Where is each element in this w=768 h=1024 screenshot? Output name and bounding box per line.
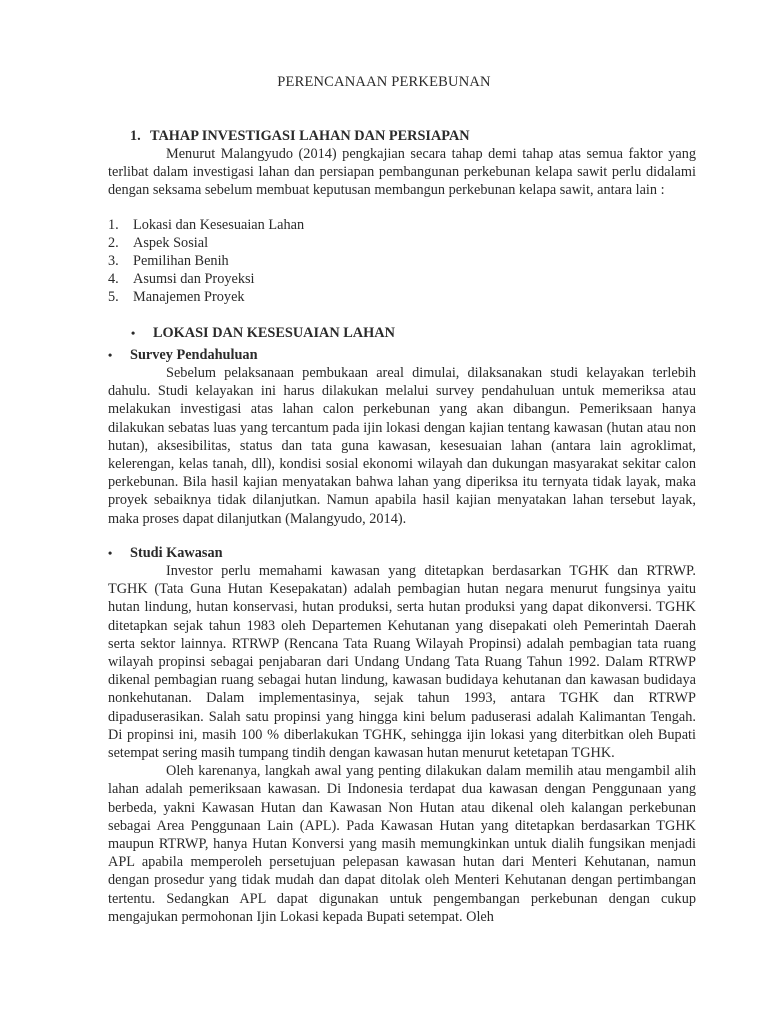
kawasan-paragraph-1: Investor perlu memahami kawasan yang ditetapkan berdasarkan TGHK dan RTRWP. TGHK (Tata Guna Hutan Kesepakatan) adalah pembagian hutan negara menurut fungsinya yaitu hutan lindung, hutan konservasi, hutan produksi, serta hutan produksi yang dapat dikonversi. TGHK ditetapkan sejak tahun 1983 oleh Departemen Kehutanan yang disepakati oleh Pemerintah Daerah serta sektor lainnya. RTRWP (Rencana Tata Ruang Wilayah Propinsi) adalah pembagian tata ruang wilayah propinsi sebagai penjabaran dari Undang Undang Tata Ruang Tahun 1992. Dalam RTRWP dikenal pembagian ruang sebagai hutan lindung, kawasan budidaya kehutanan dan kawasan budidaya nonkehutanan. Dalam implementasinya, sejak tahun 1993, antara TGHK dan RTRWP dipaduserasikan. Salah satu propinsi yang hingga kini belum paduserasi adalah Kalimantan Tengah. Di propinsi ini, masih 100 % diberlakukan TGHK, sehingga ijin lokasi yang diterbitkan oleh Bupati setempat sering masih tumpang tindih dengan kawasan hutan menurut ketetapan TGHK. xyxy=(108,563,696,762)
kawasan-paragraph-2: Oleh karenanya, langkah awal yang penting dilakukan dalam memilih atau mengambil alih lahan adalah pemeriksaan kawasan. Di Indonesia terdapat dua kawasan dengan Penggunaan yang berbeda, yakni Kawasan Hutan dan Kawasan Non Hutan atau dikenal oleh kalangan perkebunan sebagai Area Penggunaan Lain (APL). Pada Kawasan Hutan yang ditetapkan berdasarkan TGHK maupun RTRWP, hanya Hutan Konversi yang masih memungkinkan untuk dialih fungsikan menjadi APL apabila memperoleh persetujuan pelepasan kawasan hutan dari Menteri Kehutanan, namun dengan prosedur yang tidak mudah dan dapat ditolak oleh Menteri Kehutanan dengan pertimbangan tertentu. Sedangkan APL dapat digunakan untuk pengembangan perkebunan dengan cukup mengajukan permohonan Ijin Lokasi kepada Bupati setempat. Oleh xyxy=(108,763,696,925)
section-heading-text: TAHAP INVESTIGASI LAHAN DAN PERSIAPAN xyxy=(150,128,470,144)
kawasan-paragraphs-block xyxy=(108,562,696,926)
section-number: 1. xyxy=(130,128,141,144)
list-item: 4. Asumsi dan Proyeksi xyxy=(108,271,255,287)
list-item: 3. Pemilihan Benih xyxy=(108,253,229,269)
survey-heading-text: Survey Pendahuluan xyxy=(130,347,258,363)
survey-heading xyxy=(108,346,696,364)
list-item: 2. Aspek Sosial xyxy=(108,235,209,251)
numbered-list-block xyxy=(108,216,696,306)
lokasi-heading-text: LOKASI DAN KESESUAIAN LAHAN xyxy=(153,325,395,341)
intro-paragraph-block xyxy=(108,145,696,200)
kawasan-heading xyxy=(108,544,696,562)
kawasan-heading-text: Studi Kawasan xyxy=(130,545,223,561)
lokasi-heading xyxy=(108,324,696,342)
section-heading-1 xyxy=(108,127,696,145)
bullet-icon: • xyxy=(108,546,113,560)
survey-paragraph-block xyxy=(108,364,696,528)
list-item: 5. Manajemen Proyek xyxy=(108,289,245,305)
list-item: 1. Lokasi dan Kesesuaian Lahan xyxy=(108,217,305,233)
intro-text: Menurut Malangyudo (2014) pengkajian secara tahap demi tahap atas semua faktor yang terlibat dalam investigasi lahan dan persiapan pembangunan perkebunan kelapa sawit perlu didalami dengan seksama sebelum membuat keputusan membangun perkebunan kelapa sawit, antara lain : xyxy=(108,146,696,199)
intro-paragraph xyxy=(108,145,696,200)
bullet-icon: • xyxy=(108,348,113,362)
bullet-icon: • xyxy=(131,326,136,340)
numbered-list xyxy=(108,216,696,306)
document-title: PERENCANAAN PERKEBUNAN xyxy=(277,74,491,90)
survey-paragraph: Sebelum pelaksanaan pembukaan areal dimulai, dilaksanakan studi kelayakan terlebih dahulu. Studi kelayakan ini harus dilakukan melalui survey pendahuluan untuk memeriksa atau melakukan investigasi atas lahan calon perkebunan yang akan dibangun. Pemeriksaan hanya dilakukan sebatas luas yang tercantum pada ijin lokasi dengan kajian tentang kawasan (hutan atau non hutan), aksesibilitas, status dan tata guna kawasan, kesesuaian lahan (antara lain agroklimat, kelerengan, kelas tanah, dll), kondisi sosial ekonomi wilayah dan dukungan masyarakat sekitar calon perkebunan. Bila hasil kajian menyatakan bahwa lahan yang diperiksa itu ternyata tidak layak, maka proyek sebaiknya tidak dilanjutkan. Namun apabila hasil kajian menyatakan lahan tersebut layak, maka proses dapat dilanjutkan (Malangyudo, 2014). xyxy=(108,365,696,527)
